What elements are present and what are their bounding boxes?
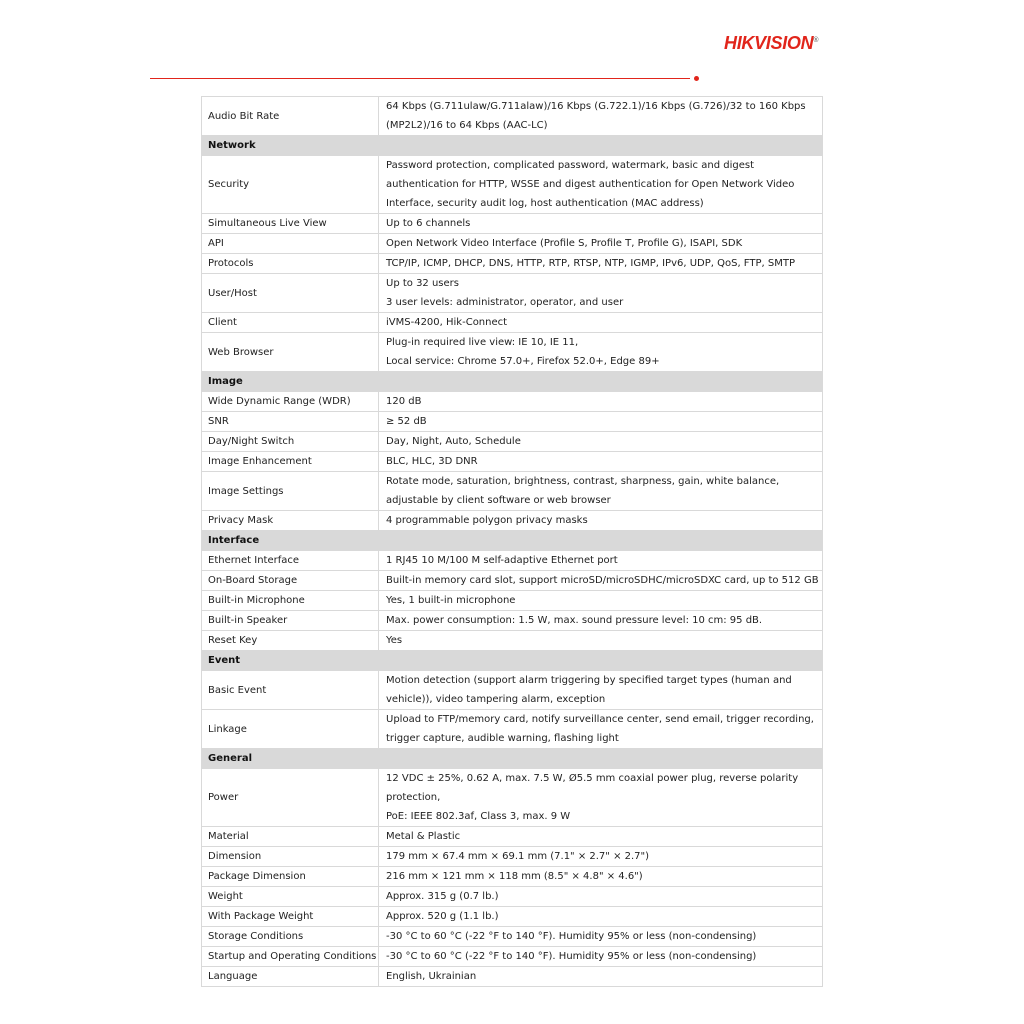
spec-value [379, 472, 823, 511]
spec-label: SNR [202, 412, 379, 432]
spec-row [202, 254, 823, 274]
spec-value-line: 120 dB [386, 396, 422, 407]
header-rule-dot [694, 76, 699, 81]
spec-value-line: Yes, 1 built-in microphone [386, 595, 516, 606]
spec-value-line: Approx. 520 g (1.1 lb.) [386, 911, 499, 922]
spec-label: Ethernet Interface [202, 551, 379, 571]
spec-label: Startup and Operating Conditions [202, 947, 379, 967]
spec-value-line: BLC, HLC, 3D DNR [386, 456, 478, 467]
spec-value-line: English, Ukrainian [386, 971, 477, 982]
spec-row [202, 591, 823, 611]
spec-value-line: Max. power consumption: 1.5 W, max. sound pressure level: 10 cm: 95 dB. [386, 615, 763, 626]
spec-label: Package Dimension [202, 867, 379, 887]
spec-value-line: vehicle)), video tampering alarm, exception [386, 694, 606, 705]
spec-row [202, 333, 823, 372]
spec-label: On-Board Storage [202, 571, 379, 591]
spec-table [201, 96, 823, 987]
spec-label: Audio Bit Rate [202, 97, 379, 136]
spec-value-line: Password protection, complicated password, watermark, basic and digest [386, 160, 754, 171]
spec-label: Linkage [202, 710, 379, 749]
spec-row [202, 611, 823, 631]
spec-value-line: -30 °C to 60 °C (-22 °F to 140 °F). Humidity 95% or less (non-condensing) [386, 931, 757, 942]
spec-value-line: Plug-in required live view: IE 10, IE 11, [386, 337, 579, 348]
spec-value [379, 97, 823, 136]
spec-value-line: 12 VDC ± 25%, 0.62 A, max. 7.5 W, Ø5.5 mm coaxial power plug, reverse polarity [386, 773, 799, 784]
spec-value [379, 254, 823, 274]
spec-value-line: iVMS-4200, Hik-Connect [386, 317, 508, 328]
spec-row [202, 432, 823, 452]
section-header-row [202, 651, 823, 671]
spec-value-line: Up to 6 channels [386, 218, 471, 229]
spec-value [379, 611, 823, 631]
spec-value-line: 64 Kbps (G.711ulaw/G.711alaw)/16 Kbps (G.722.1)/16 Kbps (G.726)/32 to 160 Kbps [386, 101, 806, 112]
spec-value [379, 452, 823, 472]
spec-value [379, 591, 823, 611]
spec-row [202, 967, 823, 987]
spec-label: Client [202, 313, 379, 333]
spec-value [379, 927, 823, 947]
spec-value [379, 234, 823, 254]
spec-row [202, 392, 823, 412]
spec-label: API [202, 234, 379, 254]
spec-value-line: adjustable by client software or web browser [386, 495, 611, 506]
spec-value [379, 214, 823, 234]
spec-value-line: Metal & Plastic [386, 831, 461, 842]
spec-value-line: Day, Night, Auto, Schedule [386, 436, 521, 447]
spec-value [379, 887, 823, 907]
section-title: Interface [202, 531, 823, 551]
spec-value-line: Open Network Video Interface (Profile S, Profile T, Profile G), ISAPI, SDK [386, 238, 743, 249]
spec-value [379, 313, 823, 333]
section-title: Network [202, 136, 823, 156]
spec-value-line: 3 user levels: administrator, operator, and user [386, 297, 624, 308]
spec-label: Language [202, 967, 379, 987]
spec-value [379, 947, 823, 967]
spec-row [202, 907, 823, 927]
spec-value-line: Upload to FTP/memory card, notify surveillance center, send email, trigger recording, [386, 714, 814, 725]
spec-table-body [202, 97, 823, 987]
spec-label: User/Host [202, 274, 379, 313]
spec-value-line: authentication for HTTP, WSSE and digest authentication for Open Network Video [386, 179, 795, 190]
spec-row [202, 551, 823, 571]
spec-value [379, 827, 823, 847]
spec-value [379, 392, 823, 412]
spec-value [379, 412, 823, 432]
spec-value [379, 631, 823, 651]
section-title: Event [202, 651, 823, 671]
spec-row [202, 927, 823, 947]
spec-value [379, 710, 823, 749]
spec-value-line: Approx. 315 g (0.7 lb.) [386, 891, 499, 902]
spec-value-line: Motion detection (support alarm triggering by specified target types (human and [386, 675, 792, 686]
spec-value [379, 571, 823, 591]
spec-value [379, 511, 823, 531]
spec-row [202, 571, 823, 591]
spec-label: Image Settings [202, 472, 379, 511]
spec-label: Built-in Speaker [202, 611, 379, 631]
spec-label: With Package Weight [202, 907, 379, 927]
brand-name: HIKVISION [724, 33, 814, 53]
spec-label: Storage Conditions [202, 927, 379, 947]
spec-row [202, 847, 823, 867]
spec-value [379, 671, 823, 710]
spec-label: Built-in Microphone [202, 591, 379, 611]
section-title: Image [202, 372, 823, 392]
spec-value [379, 432, 823, 452]
spec-value-line: trigger capture, audible warning, flashing light [386, 733, 619, 744]
spec-label: Security [202, 156, 379, 214]
hikvision-logo [724, 33, 818, 54]
spec-row [202, 472, 823, 511]
spec-row [202, 412, 823, 432]
spec-value-line: TCP/IP, ICMP, DHCP, DNS, HTTP, RTP, RTSP, NTP, IGMP, IPv6, UDP, QoS, FTP, SMTP [386, 258, 795, 269]
spec-label: Basic Event [202, 671, 379, 710]
spec-value [379, 551, 823, 571]
spec-row [202, 631, 823, 651]
section-header-row [202, 136, 823, 156]
spec-value [379, 333, 823, 372]
spec-row [202, 769, 823, 827]
spec-value-line: Local service: Chrome 57.0+, Firefox 52.0+, Edge 89+ [386, 356, 660, 367]
spec-value-line: 1 RJ45 10 M/100 M self-adaptive Ethernet port [386, 555, 618, 566]
spec-row [202, 156, 823, 214]
spec-row [202, 671, 823, 710]
spec-value [379, 769, 823, 827]
spec-row [202, 234, 823, 254]
spec-label: Day/Night Switch [202, 432, 379, 452]
section-header-row [202, 749, 823, 769]
spec-value-line: Built-in memory card slot, support microSD/microSDHC/microSDXC card, up to 512 GB [386, 575, 819, 586]
spec-value [379, 967, 823, 987]
section-header-row [202, 531, 823, 551]
spec-value-line: Interface, security audit log, host authentication (MAC address) [386, 198, 704, 209]
spec-row [202, 97, 823, 136]
spec-label: Web Browser [202, 333, 379, 372]
spec-row [202, 511, 823, 531]
spec-row [202, 214, 823, 234]
spec-value [379, 847, 823, 867]
spec-label: Power [202, 769, 379, 827]
spec-label: Protocols [202, 254, 379, 274]
spec-value [379, 274, 823, 313]
spec-label: Image Enhancement [202, 452, 379, 472]
spec-row [202, 710, 823, 749]
spec-value-line: protection, [386, 792, 441, 803]
spec-value [379, 156, 823, 214]
spec-label: Wide Dynamic Range (WDR) [202, 392, 379, 412]
spec-value-line: 179 mm × 67.4 mm × 69.1 mm (7.1" × 2.7" × 2.7") [386, 851, 650, 862]
spec-value-line: Rotate mode, saturation, brightness, contrast, sharpness, gain, white balance, [386, 476, 780, 487]
spec-row [202, 867, 823, 887]
spec-label: Dimension [202, 847, 379, 867]
spec-row [202, 887, 823, 907]
spec-row [202, 313, 823, 333]
spec-row [202, 274, 823, 313]
spec-row [202, 947, 823, 967]
spec-label: Material [202, 827, 379, 847]
section-title: General [202, 749, 823, 769]
spec-value-line: (MP2L2)/16 to 64 Kbps (AAC-LC) [386, 120, 548, 131]
spec-value-line: PoE: IEEE 802.3af, Class 3, max. 9 W [386, 811, 571, 822]
spec-row [202, 452, 823, 472]
spec-value-line: ≥ 52 dB [386, 416, 427, 427]
spec-label: Privacy Mask [202, 511, 379, 531]
spec-label: Reset Key [202, 631, 379, 651]
spec-value-line: -30 °C to 60 °C (-22 °F to 140 °F). Humidity 95% or less (non-condensing) [386, 951, 757, 962]
spec-value-line: Yes [386, 635, 403, 646]
spec-value [379, 867, 823, 887]
spec-row [202, 827, 823, 847]
registered-mark-icon: ® [813, 37, 819, 44]
header-rule [150, 78, 690, 79]
spec-value-line: 4 programmable polygon privacy masks [386, 515, 588, 526]
spec-label: Simultaneous Live View [202, 214, 379, 234]
section-header-row [202, 372, 823, 392]
spec-value-line: 216 mm × 121 mm × 118 mm (8.5" × 4.8" × 4.6") [386, 871, 643, 882]
spec-value [379, 907, 823, 927]
spec-label: Weight [202, 887, 379, 907]
spec-value-line: Up to 32 users [386, 278, 459, 289]
